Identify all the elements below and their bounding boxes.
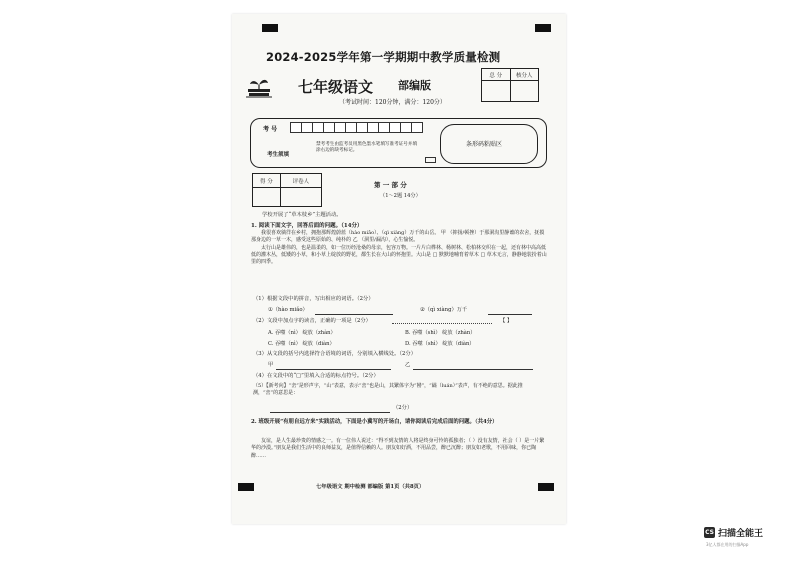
books-icon [246,76,272,98]
scanner-app-name: 扫描全能王 [718,529,764,539]
notice-label: 考生须填 [267,152,290,158]
q1-sub5-points: （2分） [393,405,413,411]
exam-info: （考试时间：120分钟，满分：120分） [339,99,446,106]
page-footer: 七年级语文 期中检测 部编版 第1页（共8页） [316,484,425,490]
registration-mark-top-left [262,24,278,32]
q2-passage: 友谊，是人生最珍贵的情感之一。有一位伟人说过：“得不到友情的人将是终身可怜的孤独者；（ ）没有友情，社会（ ）是一片繁华的沙漠。”朋友是我们生活中的良师益友，是值得信赖的人。朋友如好酒，不用品尝，醉已沉醉；朋友如老歌，不用回味，你已陶醉…… [251,438,545,459]
q1-sub1-a-blank[interactable] [315,314,393,315]
q1-passage-paragraph-1: 我很喜欢徜徉在乡村，拥抱那辉煌蔚蓝（hào miǎo）、（qì xiàng）万千的山岳。 甲 （抑扬/顿挫）于那洞沟里静谧的农舍，抚摸那身边的一草一木，感受这些原始的、纯朴的 乙 （洞里/漏沟），心生愉悦。 [251,230,545,244]
q1-sub3-a-blank[interactable] [276,369,391,370]
q1-sub1-b: ②（qì xiàng）万千 [420,307,468,313]
registration-mark-bottom-right [538,483,554,491]
q1-option-b[interactable]: B. 吞噬（shì） 绽放（zhàn） [405,330,476,336]
q1-sub3-b-label: 乙 [405,362,411,368]
q1-sub5: （5）【新考向】“峦”是形声字，“山”表意，表示“峦”也是山，其繁体字为“巒”，“䜌（luán）”表声，有不绝的意思。据此推测，“峦”的意思是： [253,383,523,397]
q1-option-d[interactable]: D. 吞噬（shì） 绽放（diàn） [405,341,475,347]
exam-number-label: 考 号 [263,126,278,133]
edition-label: 部编版 [398,79,431,92]
part-score-table [252,173,322,207]
exam-number-digit[interactable] [411,122,423,133]
q1-passage-paragraph-2: 太行山是雄伟的，也是温柔的，如一位历经沧桑的母亲，包容万物。一片片白桦林、杨树林、松柏林交织在一起，还有林中高高低低的灌木丛，低矮的小草，和小草上绽放的野花，都生长在大山的怀抱里。大山是 □ 默默地哺育着草木 □ 草木无言，静静地装扮着山里的四季。 [251,244,547,266]
grader-header: 评卷人 [292,178,310,185]
q1-sub2: （2）文段中加点字的读音，正确的一项是（2分） [253,318,371,324]
q1-sub3-a-label: 甲 [268,362,274,368]
registration-mark-top-right [535,24,551,32]
q1-passage [251,230,547,266]
q1-option-c[interactable]: C. 吞噬（nì） 绽放（diàn） [268,341,335,347]
activity-intro: 学校开展了“草木枝乡”主题活动。 [262,212,342,218]
exam-title: 2024-2025学年第一学期期中教学质量检测 [266,50,501,64]
q1-stem: 1. 阅读下面文字，回答后面的问题。（14分） [251,223,363,229]
q1-sub4: （4）在文段中的“□”里填入合适的标点符号。（2分） [253,373,379,379]
notice-text: 禁考考生由监考员用黑色墨水笔填写准考证号并填涂右边的缺考标记。 [316,142,418,153]
q1-sub3: （3）从文段的括号内选择符合语境的词语，分别填入横线处。（2分） [253,351,416,357]
q1-sub3-b-blank[interactable] [413,369,533,370]
q2-stem: 2. 班级开展“有朋自远方来”实践活动，下面是小冀写的开场白，请你阅读后完成后面的问题。（共4分） [251,419,498,425]
q1-sub2-answer-bracket[interactable]: 【 】 [500,318,513,324]
q1-sub1: （1）根据文段中的拼音，写出相应的词语。（2分） [253,296,374,302]
q1-sub1-a: ①（hào miǎo） [268,307,308,313]
grader-cell[interactable] [281,188,321,206]
q1-option-a[interactable]: A. 吞噬（nì） 绽放（zhàn） [268,330,336,336]
checker-header: 核分人 [515,72,533,79]
total-score-table [481,68,539,102]
camscanner-logo-icon: CS [705,529,714,536]
total-score-header: 总 分 [482,69,511,80]
exam-number-boxes[interactable] [290,122,422,133]
total-score-cell[interactable] [482,81,511,101]
score-header: 得 分 [253,174,281,187]
scanner-tagline: 3亿人都在用的扫描App [706,542,749,547]
barcode-label: 条形码粘贴区 [466,141,503,148]
q1-sub2-leader [392,323,492,324]
absent-mark-box[interactable] [425,157,436,163]
part-title: 第 一 部 分 [374,181,407,189]
part-range: （1～2题 14分） [380,193,421,199]
q1-sub1-b-blank[interactable] [488,314,532,315]
registration-mark-bottom-left [238,483,254,491]
score-cell[interactable] [253,188,281,206]
checker-cell[interactable] [511,81,539,101]
subject-title: 七年级语文 [298,78,374,96]
q1-sub5-blank[interactable] [270,412,390,413]
